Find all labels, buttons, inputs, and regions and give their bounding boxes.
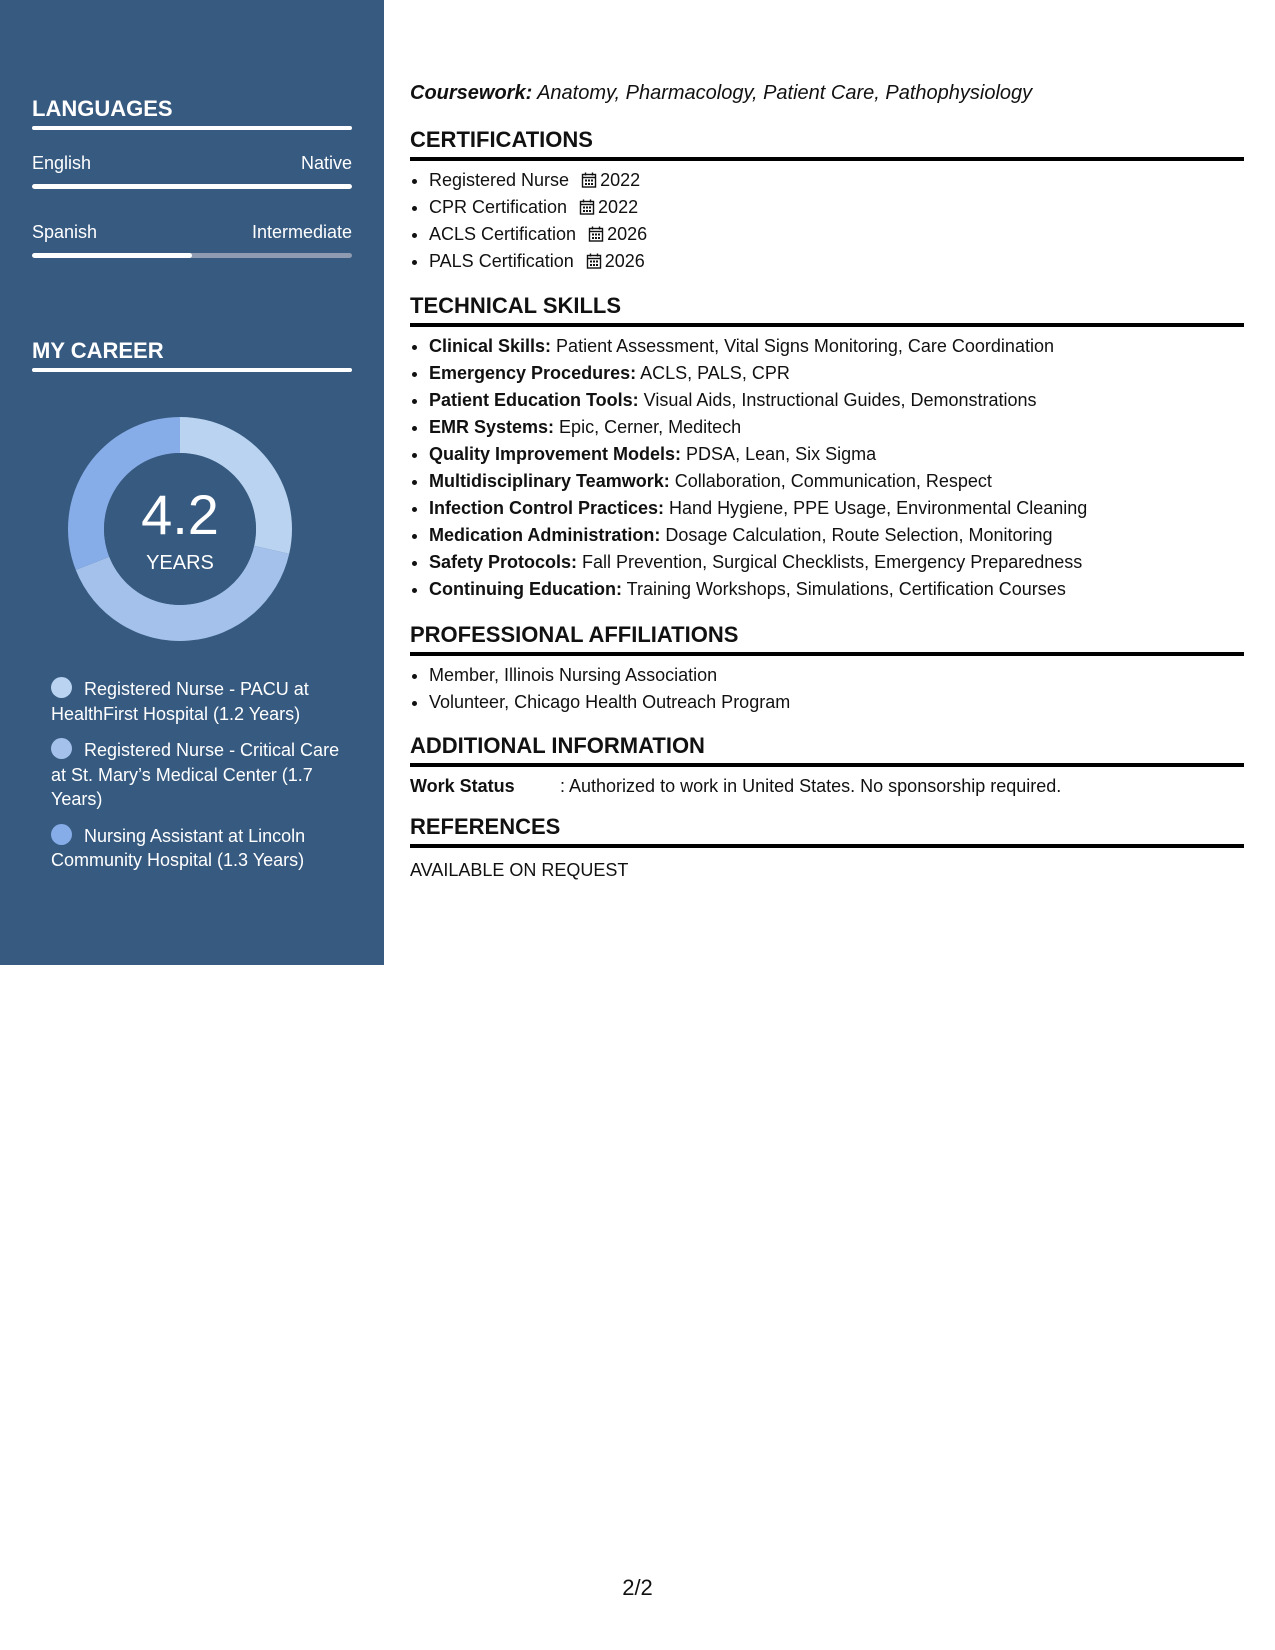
certifications-heading: CERTIFICATIONS (410, 127, 593, 152)
language-name: Spanish (32, 222, 98, 242)
skill-text: Collaboration, Communication, Respect (669, 471, 992, 491)
skill-item (429, 360, 1244, 387)
skill-text: Visual Aids, Instructional Guides, Demonstrations (638, 390, 1037, 410)
technical-skills-list (410, 333, 1244, 603)
languages-heading: LANGUAGES (32, 96, 173, 121)
page-number: 2/2 (622, 1575, 653, 1600)
career-heading: MY CAREER (32, 338, 164, 363)
technical-skills-heading: TECHNICAL SKILLS (410, 293, 622, 318)
certification-year: 2022 (598, 197, 639, 217)
affiliations-list (410, 662, 1244, 716)
calendar-icon (588, 226, 604, 242)
additional-info-rule (410, 763, 1244, 767)
language-row-spanish (32, 221, 352, 243)
certification-item (429, 194, 1244, 221)
language-bar-spanish (32, 253, 352, 258)
certification-name: CPR Certification (429, 197, 568, 217)
career-heading-rule (32, 368, 352, 372)
certification-name: Registered Nurse (429, 170, 570, 190)
career-total-years: 4.2 (141, 483, 219, 546)
legend-dot (51, 677, 72, 698)
skill-item (429, 522, 1244, 549)
sidebar (0, 0, 384, 965)
references-text: AVAILABLE ON REQUEST (410, 860, 629, 880)
work-status-label: Work Status (410, 776, 515, 796)
skill-label: Emergency Procedures: (429, 363, 637, 383)
skill-item (429, 414, 1244, 441)
career-item (51, 677, 341, 726)
career-total-unit: YEARS (146, 552, 214, 574)
additional-info-heading: ADDITIONAL INFORMATION (410, 733, 705, 758)
references-heading: REFERENCES (410, 814, 561, 839)
calendar-icon (579, 199, 595, 215)
affiliation-item: • Volunteer, Chicago Health Outreach Program (429, 689, 1244, 716)
certifications-list (410, 167, 1244, 275)
career-item-text: Registered Nurse - PACU at HealthFirst Hospital (1.2 Years) (51, 679, 309, 724)
certification-item (429, 167, 1244, 194)
certification-item (429, 221, 1244, 248)
skill-label: Safety Protocols: (429, 552, 578, 572)
coursework-text: Anatomy, Pharmacology, Patient Care, Pathophysiology (532, 82, 1033, 104)
calendar-icon (586, 253, 602, 269)
affiliations-heading: PROFESSIONAL AFFILIATIONS (410, 622, 739, 647)
career-item (51, 738, 341, 812)
certifications-rule (410, 157, 1244, 161)
legend-dot (51, 824, 72, 845)
language-name: English (32, 153, 92, 173)
skill-text: Training Workshops, Simulations, Certification Courses (621, 579, 1066, 599)
skill-item (429, 333, 1244, 360)
references-rule (410, 844, 1244, 848)
language-level: Native (300, 153, 352, 173)
language-row-english (32, 152, 352, 174)
career-item-text: Nursing Assistant at Lincoln Community Hospital (1.3 Years) (51, 825, 306, 870)
work-status-row (410, 774, 1244, 798)
skill-item (429, 576, 1244, 603)
skill-label: Patient Education Tools: (429, 390, 639, 410)
skill-text: PDSA, Lean, Six Sigma (681, 444, 877, 464)
language-bar-fill (32, 184, 352, 189)
skill-label: Continuing Education: (429, 579, 622, 599)
skill-label: Quality Improvement Models: (429, 444, 682, 464)
skill-label: Clinical Skills: (429, 336, 552, 356)
technical-skills-rule (410, 323, 1244, 327)
certification-year: 2022 (600, 170, 641, 190)
certification-year: 2026 (607, 224, 648, 244)
work-status-value: : Authorized to work in United States. No sponsorship required. (560, 776, 1062, 796)
skill-label: EMR Systems: (429, 417, 555, 437)
affiliations-rule (410, 652, 1244, 656)
language-bar-fill (32, 253, 192, 258)
language-level: Intermediate (251, 222, 352, 242)
language-bar-english (32, 184, 352, 189)
calendar-icon (581, 172, 597, 188)
certification-name: PALS Certification (429, 251, 574, 271)
legend-dot (51, 738, 72, 759)
skill-label: Infection Control Practices: (429, 498, 665, 518)
skill-item (429, 441, 1244, 468)
certification-item (429, 248, 1244, 275)
skill-label: Multidisciplinary Teamwork: (429, 471, 670, 491)
skill-text: Dosage Calculation, Route Selection, Monitoring (660, 525, 1053, 545)
affiliation-item: • Member, Illinois Nursing Association (429, 662, 1244, 689)
skill-item (429, 387, 1244, 414)
languages-heading-rule (32, 126, 352, 130)
coursework-line (410, 80, 1244, 106)
career-item (51, 824, 341, 873)
skill-text: ACLS, PALS, CPR (636, 363, 790, 383)
skill-text: Hand Hygiene, PPE Usage, Environmental Cleaning (664, 498, 1088, 518)
career-item-text: Registered Nurse - Critical Care at St. Mary’s Medical Center (1.7 Years) (51, 740, 340, 809)
skill-item (429, 495, 1244, 522)
skill-item (429, 549, 1244, 576)
skill-text: Epic, Cerner, Meditech (554, 417, 742, 437)
skill-text: Fall Prevention, Surgical Checklists, Emergency Preparedness (577, 552, 1083, 572)
career-legend (51, 677, 341, 885)
skill-text: Patient Assessment, Vital Signs Monitoring, Care Coordination (551, 336, 1054, 356)
certification-year: 2026 (604, 251, 645, 271)
certification-name: ACLS Certification (429, 224, 577, 244)
skill-item (429, 468, 1244, 495)
coursework-label: Coursework: (410, 82, 533, 104)
skill-label: Medication Administration: (429, 525, 661, 545)
